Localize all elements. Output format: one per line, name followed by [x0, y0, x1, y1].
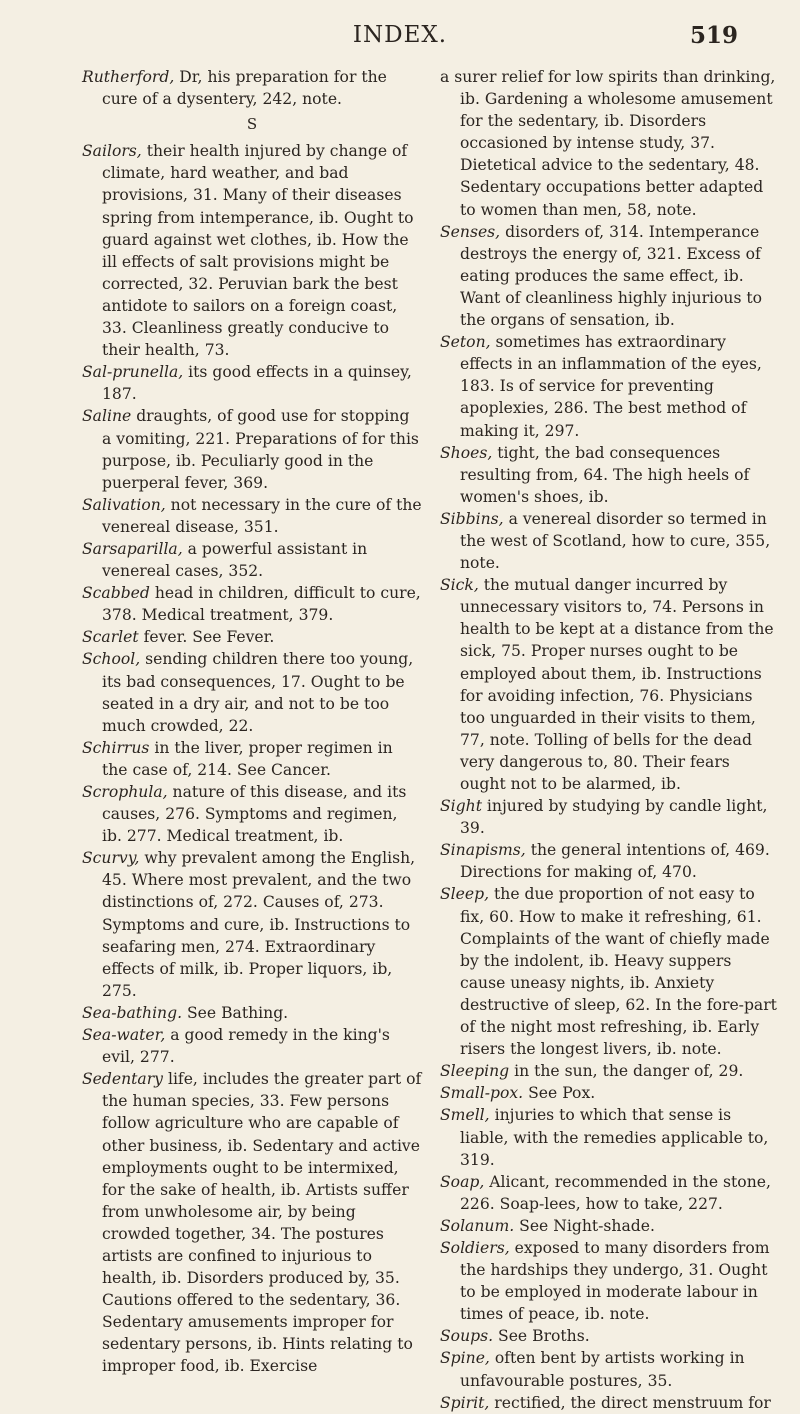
entry-headword: School,	[82, 650, 141, 669]
index-entry	[440, 574, 780, 795]
entry-headword: Sinapisms,	[440, 841, 526, 860]
entry-text: Dr, his preparation for the cure of a dysentery, 242, note.	[102, 68, 387, 109]
index-entry	[82, 538, 422, 582]
page-number: 519	[689, 22, 738, 49]
entry-headword: Sight	[440, 797, 482, 816]
index-entry	[440, 883, 780, 1060]
entry-text: See Bathing.	[182, 1003, 289, 1022]
entry-headword: Sleeping	[440, 1062, 510, 1081]
index-entry	[82, 847, 422, 1002]
entry-headword: Sal-prunella,	[82, 363, 184, 382]
index-entry	[82, 781, 422, 847]
entry-headword: Sleep,	[440, 885, 490, 904]
entry-text: life, includes the greater part of the human species, 33. Few persons follow agriculture who are capable of other business, ib. Sedentary and active employments ought to be intermixed, for the sake of health, ib. Artists suffer from unwholesome air, by being crowded together, 34. The postures artists are confined to injurious to health, ib. Disorders produced by, 35. Cautions offered to the sedentary, 36. Sedentary amusements improper for sedentary persons, ib. Hints relating to improper food, ib. Exercise	[102, 1070, 422, 1376]
entry-text: the due proportion of not easy to fix, 60. How to make it refreshing, 61. Complaints of the want of chiefly made by the indolent, ib. Heavy suppers cause uneasy nights, ib. Anxiety destructive of sleep, 62. In the fore-part of the night most refreshing, ib. Early risers the longest livers, ib. note.	[460, 885, 777, 1059]
entry-text: its good effects in a quinsey, 187.	[102, 363, 412, 404]
entry-text: the mutual danger incurred by unnecessary visitors to, 74. Persons in health to be kept at a distance from the sick, 75. Proper nurses ought to be employed about them, ib. Instructions for avoiding infection, 76. Physicians too unguarded in their visits to them, 77, note. Tolling of bells for the dead very dangerous to, 80. Their fears ought not to be alarmed, ib.	[460, 576, 774, 793]
index-entry	[440, 508, 780, 574]
index-entry	[82, 626, 422, 648]
entry-text: head in children, difficult to cure, 378. Medical treatment, 379.	[102, 584, 421, 625]
entry-headword: Salivation,	[82, 495, 166, 514]
entry-text: disorders of, 314. Intemperance destroys the energy of, 321. Excess of eating produces the same effect, ib. Want of cleanliness highly injurious to the organs of sensation, ib.	[460, 222, 763, 330]
entry-text: injuries to which that sense is liable, with the remedies applicable to, 319.	[460, 1106, 769, 1169]
entry-text: a venereal disorder so termed in the west of Scotland, how to cure, 355, note.	[460, 509, 771, 573]
entry-headword: Scarlet	[82, 628, 139, 647]
index-entry	[440, 1104, 780, 1170]
entry-headword: Schirrus	[82, 738, 150, 757]
entry-headword: Sarsaparilla,	[82, 539, 183, 558]
entry-text: why prevalent among the English, 45. Where most prevalent, and the two distinctions of, 272. Causes of, 273. Symptoms and cure, ib. Instructions to seafaring men, 274. Extraordinary effects of milk, ib. Proper liquors, ib, 275.	[102, 849, 416, 1000]
entry-text: in the liver, proper regimen in the case of, 214. See Cancer.	[102, 738, 393, 779]
entry-headword: Scrophula,	[82, 783, 168, 801]
entry-headword: Shoes,	[440, 443, 493, 462]
index-entry	[82, 1068, 422, 1377]
entry-headword: Scabbed	[82, 584, 150, 603]
entry-headword: Sailors,	[82, 142, 142, 161]
index-entry	[440, 1325, 780, 1347]
section-letter: S	[246, 115, 258, 134]
page-header	[0, 22, 800, 58]
index-entry	[82, 1024, 422, 1068]
entry-text: See Night-shade.	[514, 1216, 655, 1235]
entry-text: rectified, the direct menstruum for	[489, 1393, 771, 1412]
entry-headword: Small-pox.	[440, 1084, 524, 1103]
running-title: INDEX.	[352, 22, 448, 48]
index-entry	[82, 737, 422, 781]
entry-text: the general intentions of, 469. Directions for making of, 470.	[460, 841, 770, 882]
entry-text: a surer relief for low spirits than drinking, ib. Gardening a wholesome amusement for the sedentary, ib. Disorders occasioned by intense study, 37. Dietetical advice to the sedentary, 48. Sedentary occupations better adapted to women than men, 58, note.	[440, 68, 776, 219]
entry-headword: Rutherford,	[82, 68, 175, 86]
entry-headword: Spirit,	[440, 1393, 490, 1412]
entry-text: their health injured by change of climate, hard weather, and bad provisions, 31. Many of their diseases spring from intemperance, ib. Ought to guard against wet clothes, ib. How the ill effects of salt provisions might be corrected, 32. Peruvian bark the best antidote to sailors on a foreign coast, 33. Cleanliness greatly conducive to their health, 73.	[102, 142, 414, 360]
right-column	[440, 66, 780, 1414]
entry-headword: Senses,	[440, 222, 501, 241]
index-entry	[440, 839, 780, 883]
index-entry	[440, 1215, 780, 1237]
entry-headword: Saline	[82, 407, 132, 426]
index-entry	[440, 795, 780, 839]
entry-text: Alicant, recommended in the stone, 226. Soap-lees, how to take, 227.	[460, 1172, 771, 1213]
index-entry	[440, 66, 780, 221]
index-entry	[440, 1171, 780, 1215]
index-entry	[440, 442, 780, 508]
index-entry	[440, 1347, 780, 1391]
entry-headword: Sibbins,	[440, 509, 504, 528]
entry-text: draughts, of good use for stopping a vomiting, 221. Preparations of for this purpose, ib. Peculiarly good in the puerperal fever, 369.	[102, 407, 419, 492]
entry-headword: Sea-bathing.	[82, 1003, 183, 1022]
index-entry	[440, 1237, 780, 1325]
index-entry	[82, 66, 422, 110]
entry-headword: Sick,	[440, 576, 479, 595]
entry-text: nature of this disease, and its causes, 276. Symptoms and regimen, ib. 277. Medical treatment, ib.	[102, 783, 407, 846]
entry-headword: Soups.	[440, 1327, 494, 1346]
entry-text: See Pox.	[523, 1084, 596, 1103]
index-entry	[82, 582, 422, 626]
entry-headword: Smell,	[440, 1106, 490, 1125]
index-entry	[82, 648, 422, 736]
index-entry	[440, 1060, 780, 1082]
index-entry	[82, 494, 422, 538]
entry-headword: Scurvy,	[82, 849, 140, 868]
entry-text: a good remedy in the king's evil, 277.	[102, 1026, 390, 1067]
index-entry	[440, 221, 780, 331]
entry-text: fever. See Fever.	[138, 628, 275, 647]
entry-text: exposed to many disorders from the hardships they undergo, 31. Ought to be employed in moderate labour in times of peace, ib. note.	[460, 1238, 770, 1324]
index-entry	[440, 1082, 780, 1104]
entry-headword: Soap,	[440, 1172, 485, 1191]
entry-headword: Seton,	[440, 333, 491, 352]
entry-text: in the sun, the danger of, 29.	[509, 1062, 744, 1081]
entry-headword: Soldiers,	[440, 1238, 510, 1257]
index-entry	[82, 1002, 422, 1024]
entry-headword: Solanum.	[440, 1216, 515, 1235]
entry-text: tight, the bad consequences resulting from, 64. The high heels of women's shoes, ib.	[460, 443, 750, 506]
index-entry	[440, 1392, 780, 1414]
index-entry	[82, 140, 422, 361]
left-column	[82, 66, 422, 1378]
entry-headword: Spine,	[440, 1349, 490, 1368]
entry-text: not necessary in the cure of the venereal disease, 351.	[102, 495, 422, 536]
entry-text: injured by studying by candle light, 39.	[460, 797, 768, 838]
entry-headword: Sedentary	[82, 1070, 163, 1089]
index-entry	[82, 405, 422, 493]
entry-text: often bent by artists working in unfavourable postures, 35.	[460, 1349, 745, 1390]
index-entry	[440, 331, 780, 441]
entry-text: sending children there too young, its bad consequences, 17. Ought to be seated in a dry air, and not to be too much crowded, 22.	[102, 650, 414, 735]
entry-text: a powerful assistant in venereal cases, 352.	[102, 539, 368, 581]
index-entry	[82, 361, 422, 405]
entry-text: sometimes has extraordinary effects in an inflammation of the eyes, 183. Is of service for preventing apoplexies, 286. The best method of making it, 297.	[460, 333, 762, 440]
entry-text: See Broths.	[493, 1327, 590, 1346]
entry-headword: Sea-water,	[82, 1026, 166, 1045]
